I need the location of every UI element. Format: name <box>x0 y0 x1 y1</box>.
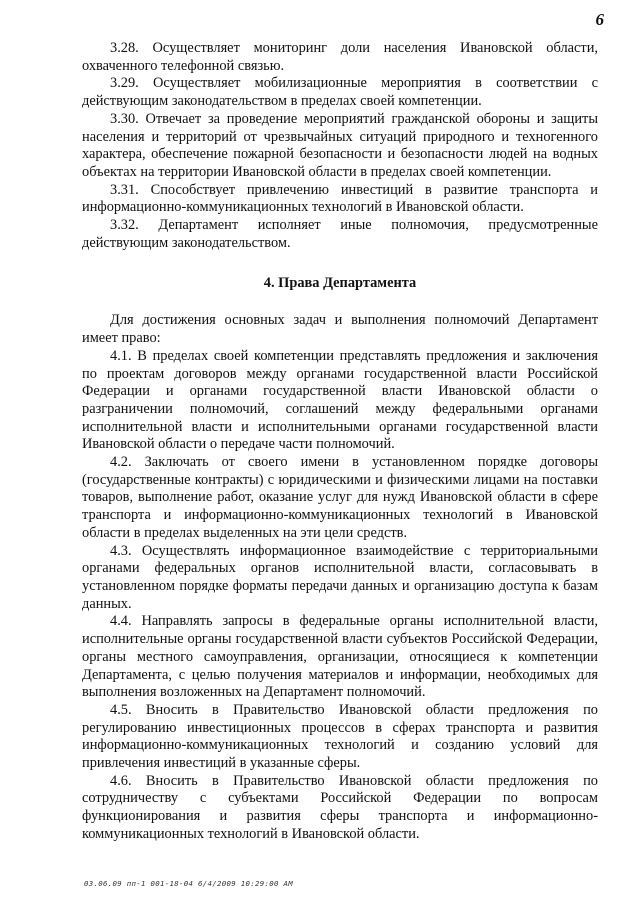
paragraph-3-32: 3.32. Департамент исполняет иные полномочия, предусмотренные действующим законодательством. <box>82 217 598 251</box>
section-intro: Для достижения основных задач и выполнения полномочий Департамент имеет право: <box>82 312 598 347</box>
section-heading: 4. Права Департамента <box>263 275 417 292</box>
document-body <box>82 40 598 844</box>
paragraph-4-5: 4.5. Вносить в Правительство Ивановской области предложения по регулированию инвестиционных процессов в сферах транспорта и развития информационно-коммуникационных технологий и созданию условий для привлечения инвестиций в указанные сферы. <box>82 701 598 772</box>
paragraph-3-30: 3.30. Отвечает за проведение мероприятий гражданской обороны и защиты населения и территорий от чрезвычайных ситуаций природного и техногенного характера, обеспечение пожарной безопасности и безопасности людей на водных объектах на территории Ивановской области в пределах своей компетенции. <box>82 110 598 180</box>
paragraph-4-3: 4.3. Осуществлять информационное взаимодействие с территориальными органами федеральных органов исполнительной власти, согласовывать в установленном порядке форматы передачи данных и организацию доступа к базам данных. <box>82 542 598 612</box>
paragraph-4-6: 4.6. Вносить в Правительство Ивановской области предложения по сотрудничеству с субъектами Российской Федерации по вопросам функционирования и развития сферы транспорта и информационно-коммуникационных технологий в Ивановской области. <box>82 772 598 842</box>
print-footer: 03.06.09 пп-1 001-18-04 6/4/2009 10:29:00 AM <box>84 879 293 888</box>
paragraph-4-4: 4.4. Направлять запросы в федеральные органы исполнительной власти, исполнительные органы государственной власти субъектов Российской Федерации, органы местного самоуправления, организации, относящиеся к компетенции Департамента, с целью получения материалов и информации, необходимых для выполнения возложенных на Департамент полномочий. <box>82 613 598 701</box>
page-number: 6 <box>595 10 604 29</box>
paragraph-3-29: 3.29. Осуществляет мобилизационные мероприятия в соответствии с действующим законодательством в пределах своей компетенции. <box>82 75 598 110</box>
paragraph-4-1: 4.1. В пределах своей компетенции представлять предложения и заключения по проектам договоров между органами государственной власти Российской Федерации и органами государственной власти Ивановской области о разграничении полномочий, соглашений между федеральными органами исполнительной власти и исполнительными органами государственной власти Ивановской области о передаче части полномочий. <box>82 347 598 453</box>
paragraph-4-2: 4.2. Заключать от своего имени в установленном порядке договоры (государственные контракты) с юридическими и физическими лицами на поставки товаров, выполнение работ, оказание услуг для нужд Ивановской области в сфере транспорта и информационно-коммуникационных технологий в Ивановской области в пределах выделенных на эти цели средств. <box>82 454 598 541</box>
paragraph-3-31: 3.31. Способствует привлечению инвестиций в развитие транспорта и информационно-коммуникационных технологий в Ивановской области. <box>82 181 598 216</box>
paragraph-3-28: 3.28. Осуществляет мониторинг доли населения Ивановской области, охваченного телефонной связью. <box>82 40 598 74</box>
